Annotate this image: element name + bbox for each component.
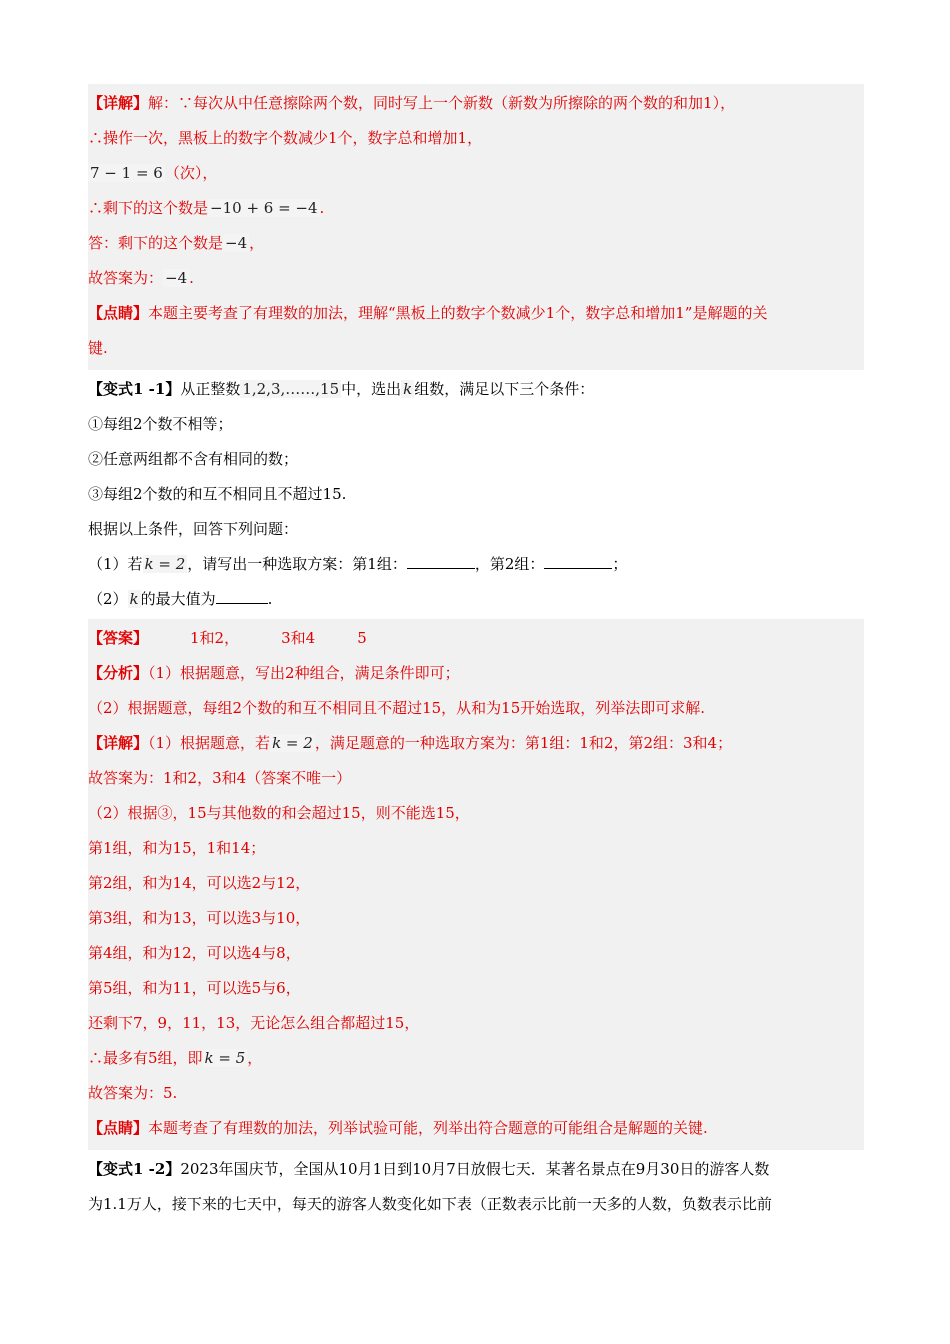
detail1-text4: ∴剩下的这个数是: [88, 199, 209, 217]
variant1-heading: [88, 372, 864, 407]
variant1-text-a: 从正整数: [180, 380, 241, 398]
detail2-line1: [88, 726, 864, 761]
detail1-text4-end: .: [319, 199, 325, 217]
formula-k5: k = 5: [204, 1049, 246, 1067]
analysis-line1: [88, 656, 864, 691]
detail2-line6: 第3组，和为13，可以选3与10，: [88, 909, 311, 927]
detail2-tag: 【详解】: [88, 734, 149, 752]
condition-3: ③每组2个数的和互不相同且不超过15.: [88, 485, 347, 503]
question-1: [88, 547, 864, 582]
comment2-line1: [88, 1111, 864, 1146]
analysis-tag: 【分析】: [88, 664, 149, 682]
formula-k2: k = 2: [144, 555, 186, 573]
variant1-text-c: 组数，满足以下三个条件：: [414, 380, 595, 398]
formula-k2-detail: k = 2: [272, 734, 313, 752]
detail2-line4: 第1组，和为15，1和14；: [88, 839, 266, 857]
formula-final: −4: [165, 269, 188, 287]
document-page: [88, 84, 864, 1222]
detail1-line6: [88, 261, 864, 296]
answer-2: 3和4: [281, 629, 316, 647]
detail1-line2: [88, 121, 864, 156]
condition-1: ①每组2个数不相等；: [88, 415, 233, 433]
q1-text-b: ，请写出一种选取方案：第1组：: [187, 555, 407, 573]
detail1-text5: 答：剩下的这个数是: [88, 234, 224, 252]
detail1-line3: [88, 156, 864, 191]
q2-text-a: （2）: [88, 590, 128, 608]
condition-2: ②任意两组都不含有相同的数；: [88, 450, 299, 468]
answer-line: [88, 621, 864, 656]
q2-text-c: .: [267, 590, 273, 608]
comment-tag: 【点睛】: [88, 304, 149, 322]
detail2-text1b: ，满足题意的一种选取方案为：第1组：1和2，第2组：3和4；: [314, 734, 733, 752]
q1-text-c: ，第2组：: [474, 555, 545, 573]
variant2-line1: [88, 1152, 864, 1187]
detail2-text10b: ，: [247, 1049, 263, 1067]
detail1-line1: [88, 86, 864, 121]
q1-text-a: （1）若: [88, 555, 143, 573]
detail2-text10a: ∴最多有5组，即: [88, 1049, 203, 1067]
detail2-line3: （2）根据③，15与其他数的和会超过15，则不能选15，: [88, 804, 470, 822]
comment2-tag: 【点睛】: [88, 1119, 149, 1137]
detail1-text1: 解：∵每次从中任意擦除两个数，同时写上一个新数（新数为所擦除的两个数的和加1），: [148, 94, 736, 112]
variant2-tag: 【变式1 -2】: [88, 1160, 181, 1178]
q2-text-b: 的最大值为: [140, 590, 216, 608]
detail1-line5: [88, 226, 864, 261]
comment1-text2: 键.: [88, 339, 108, 357]
detail1-text2: ∴操作一次，黑板上的数字个数减少1个，数字总和增加1，: [88, 129, 483, 147]
answer-tag: 【答案】: [88, 629, 149, 647]
detail1-text5-end: ，: [249, 234, 265, 252]
answer-3: 5: [357, 629, 367, 647]
answer-blank-max-k[interactable]: [216, 589, 268, 604]
variant2-line2: 为1.1万人，接下来的七天中，每天的游客人数变化如下表（正数表示比前一天多的人数，负数表示比前: [88, 1195, 772, 1213]
variant2-text1: 2023年国庆节，全国从10月1日到10月7日放假七天．某著名景点在9月30日的游客人数: [180, 1160, 770, 1178]
detail-tag: 【详解】: [88, 94, 149, 112]
detail1-text3: （次），: [164, 164, 218, 182]
formula-answer: −4: [225, 234, 248, 252]
solution-block: [88, 619, 864, 1150]
comment1-line2: [88, 331, 864, 366]
answer-1: 1和2，: [190, 629, 240, 647]
formula-range: 1,2,3,……,15: [242, 380, 340, 398]
detail2-line2: 故答案为：1和2，3和4（答案不唯一）: [88, 769, 352, 787]
detail1-text6: 故答案为：: [88, 269, 164, 287]
formula-7-1: 7 − 1 = 6: [90, 164, 163, 182]
formula-remaining: −10 + 6 = −4: [210, 199, 318, 217]
detail2-line10: [88, 1041, 864, 1076]
detail2-line5: 第2组，和为14，可以选2与12，: [88, 874, 311, 892]
detail1-line4: [88, 191, 864, 226]
variable-k: k: [403, 380, 413, 398]
detail-block-1: [88, 84, 864, 370]
variable-k-2: k: [129, 590, 139, 608]
question-2: [88, 582, 864, 617]
detail1-text6-end: .: [189, 269, 194, 287]
detail2-line8: 第5组，和为11，可以选5与6，: [88, 979, 301, 997]
detail2-line11: 故答案为：5.: [88, 1084, 178, 1102]
variant-tag: 【变式1 -1】: [88, 380, 181, 398]
comment2-text1: 本题考查了有理数的加法，列举试验可能，列举出符合题意的可能组合是解题的关键.: [148, 1119, 708, 1137]
answer-blank-group2[interactable]: [544, 554, 612, 569]
question-intro: 根据以上条件，回答下列问题：: [88, 520, 299, 538]
detail2-line9: 还剩下7，9，11，13，无论怎么组合都超过15，: [88, 1014, 420, 1032]
comment1-text1: 本题主要考查了有理数的加法，理解“黑板上的数字个数减少1个，数字总和增加1”是解题的关: [148, 304, 768, 322]
analysis-line2: （2）根据题意，每组2个数的和互不相同且不超过15，从和为15开始选取，列举法即可求解.: [88, 699, 706, 717]
answer-blank-group1[interactable]: [407, 554, 475, 569]
variant1-text-b: 中，选出: [341, 380, 402, 398]
comment1-line1: [88, 296, 864, 331]
detail2-text1a: （1）根据题意，若: [148, 734, 271, 752]
q1-text-d: ；: [612, 555, 628, 573]
detail2-line7: 第4组，和为12，可以选4与8，: [88, 944, 301, 962]
analysis-text1: （1）根据题意，写出2种组合，满足条件即可；: [148, 664, 460, 682]
